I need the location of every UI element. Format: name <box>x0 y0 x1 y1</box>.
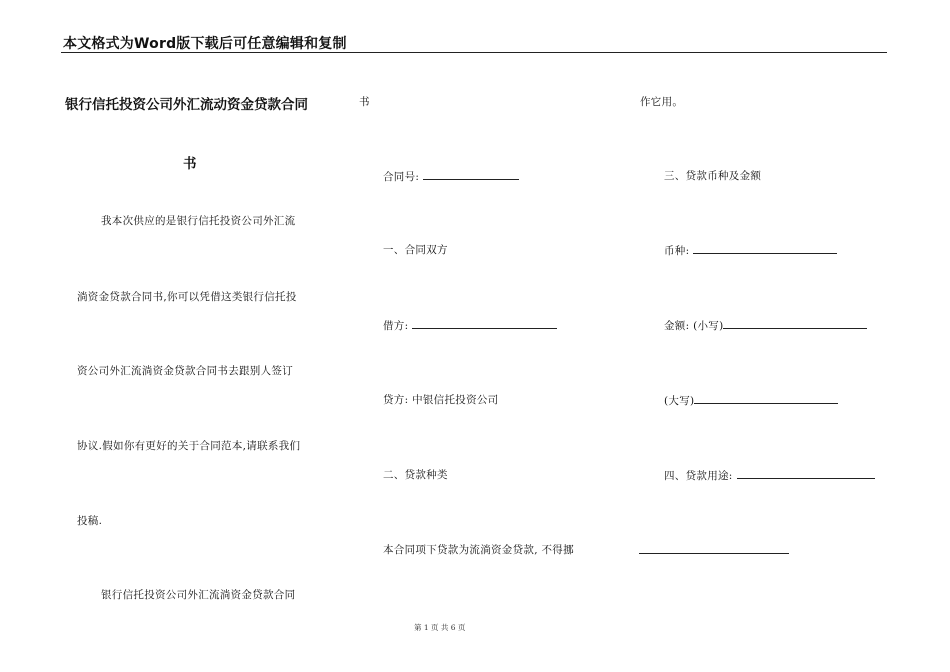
currency-blank <box>693 242 837 254</box>
amount-lowercase-blank <box>723 317 867 329</box>
document-title-line1: 银行信托投资公司外汇流动资金贷款合同 <box>65 97 308 113</box>
loan-type-continuation: 作它用。 <box>640 96 684 108</box>
contract-number-label: 合同号: <box>383 171 420 183</box>
intro-paragraph-line3: 资公司外汇流淌资金贷款合同书去跟别人签订 <box>77 365 293 377</box>
header-divider <box>61 52 887 53</box>
document-header-title: 本文格式为Word版下载后可任意编辑和复制 <box>63 36 347 52</box>
intro-paragraph-line1: 我本次供应的是银行信托投资公司外汇流 <box>101 215 296 227</box>
amount-uppercase-field <box>664 392 838 408</box>
lender-field <box>383 392 498 407</box>
loan-purpose-continuation-blank <box>639 541 789 554</box>
intro-paragraph-line4: 协议.假如你有更好的关于合同范本,请联系我们 <box>77 440 301 452</box>
currency-field <box>664 242 837 258</box>
contract-number-field <box>383 168 519 184</box>
loan-purpose-blank <box>737 467 875 479</box>
section-parties-heading: 一、合同双方 <box>383 244 448 256</box>
document-title-line2: 书 <box>183 156 197 172</box>
amount-uppercase-blank <box>694 392 838 404</box>
section-loan-type-heading: 二、贷款种类 <box>383 469 448 481</box>
lender-label: 贷方: <box>383 394 409 406</box>
loan-purpose-label: 四、贷款用途: <box>664 470 733 482</box>
amount-uppercase-label: (大写) <box>664 395 695 407</box>
borrower-label: 借方: <box>383 320 409 332</box>
lender-value: 中银信托投资公司 <box>412 394 499 406</box>
section-currency-amount-heading: 三、贷款币种及金额 <box>664 170 762 182</box>
contract-title-repeat: 银行信托投资公司外汇流淌资金贷款合同 <box>101 589 296 601</box>
borrower-blank <box>412 317 557 329</box>
currency-label: 币种: <box>664 245 690 257</box>
title-continuation-char: 书 <box>359 96 370 108</box>
amount-lowercase-field <box>664 317 867 333</box>
contract-number-blank <box>423 168 519 180</box>
intro-paragraph-line5: 投稿. <box>77 515 103 527</box>
loan-purpose-field <box>664 467 875 483</box>
borrower-field <box>383 317 557 333</box>
amount-lowercase-label: 金额: (小写) <box>664 320 724 332</box>
intro-paragraph-line2: 淌资金贷款合同书,你可以凭借这类银行信托投 <box>77 291 297 303</box>
loan-type-text: 本合同项下贷款为流淌资金贷款, 不得挪 <box>383 544 574 556</box>
page-number: 第 1 页 共 6 页 <box>414 623 466 632</box>
